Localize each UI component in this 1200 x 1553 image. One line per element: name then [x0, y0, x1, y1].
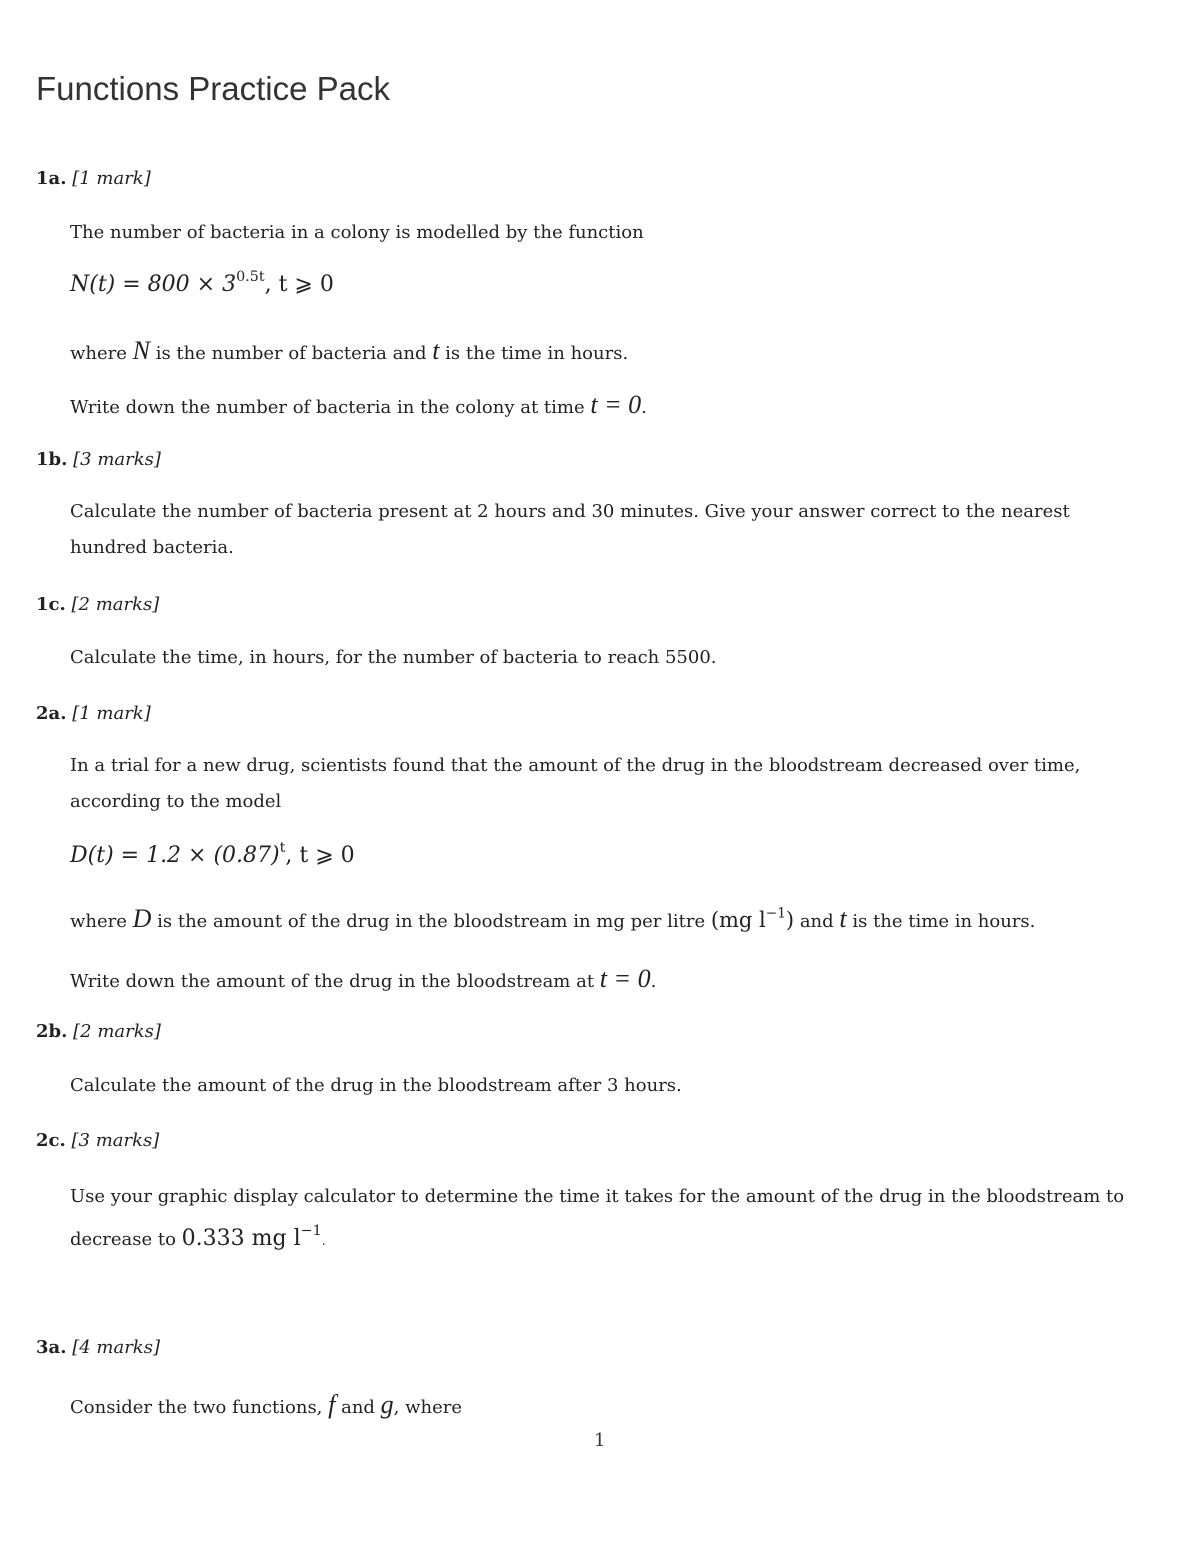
text-span: and	[794, 911, 840, 932]
text-span: Consider the two functions,	[70, 1397, 329, 1418]
text-span: where	[70, 911, 133, 932]
formula-exponent: 0.5t	[236, 269, 265, 285]
formula-lhs: N(t) = 800 × 3	[70, 272, 237, 297]
value-base: 0.333 mg l	[181, 1226, 301, 1251]
question-text: In a trial for a new drug, scientists found that the amount of the drug in the bloodstream decreased over time, according to the model	[70, 755, 1081, 812]
question-definition	[70, 336, 628, 366]
question-marks: [4 marks]	[72, 1337, 160, 1358]
question-header-2a	[36, 703, 151, 724]
question-header-2c	[36, 1130, 159, 1151]
question-task	[70, 964, 656, 994]
question-marks: [2 marks]	[71, 594, 160, 615]
math-var-t: t	[839, 904, 847, 933]
text-span: and	[335, 1397, 381, 1418]
text-span: .	[641, 397, 647, 418]
text-span: Write down the number of bacteria in the colony at time	[70, 397, 591, 418]
question-header-1a	[36, 168, 151, 189]
unit-close: )	[785, 908, 795, 932]
text-span: is the time in hours.	[846, 911, 1036, 932]
math-var-N: N	[132, 336, 150, 365]
question-text	[70, 1390, 462, 1420]
page-number: 1	[594, 1430, 606, 1451]
question-text: Calculate the amount of the drug in the bloodstream after 3 hours.	[70, 1075, 682, 1096]
question-text: Calculate the number of bacteria present at 2 hours and 30 minutes. Give your answer correct to the nearest hundred bacteria.	[70, 501, 1070, 558]
unit-exponent: −1	[765, 905, 786, 922]
question-marks: [3 marks]	[71, 1130, 160, 1151]
formula-lhs: D(t) = 1.2 × (0.87)	[70, 843, 280, 868]
question-text	[70, 1176, 1150, 1262]
formula-bacteria	[70, 269, 334, 297]
math-var-D: D	[132, 904, 152, 933]
page-title: Functions Practice Pack	[36, 70, 390, 107]
text-span: Use your graphic display calculator to determine the time it takes for the amount of the drug in the bloodstream to decrease to	[70, 1186, 1125, 1250]
question-number: 1a.	[36, 168, 67, 189]
math-value	[181, 1223, 322, 1251]
question-header-2b	[36, 1021, 161, 1042]
text-span: .	[321, 1234, 326, 1248]
question-number: 2b.	[36, 1021, 68, 1042]
question-header-1b	[36, 449, 161, 470]
math-expression: t = 0	[590, 390, 642, 419]
question-text: Calculate the time, in hours, for the number of bacteria to reach 5500.	[70, 647, 717, 668]
question-text: The number of bacteria in a colony is modelled by the function	[70, 222, 644, 243]
formula-exponent: t	[279, 840, 286, 856]
formula-drug	[70, 840, 355, 868]
question-header-1c	[36, 594, 159, 615]
question-definition	[70, 904, 1035, 934]
text-span: is the number of bacteria and	[149, 343, 433, 364]
math-unit	[710, 905, 795, 932]
question-number: 1c.	[36, 594, 66, 615]
value-exponent: −1	[300, 1223, 322, 1239]
question-task	[70, 390, 647, 420]
question-marks: [1 mark]	[72, 703, 151, 724]
question-number: 2c.	[36, 1130, 66, 1151]
text-span: is the time in hours.	[439, 343, 629, 364]
question-number: 3a.	[36, 1337, 67, 1358]
math-var-f: f	[328, 1390, 336, 1419]
question-number: 2a.	[36, 703, 67, 724]
unit-base: (mg l	[710, 908, 766, 932]
math-var-t: t	[432, 336, 440, 365]
question-marks: [2 marks]	[73, 1021, 161, 1042]
text-span: , where	[393, 1397, 463, 1418]
text-span: Write down the amount of the drug in the bloodstream at	[70, 971, 600, 992]
formula-domain: , t ⩾ 0	[285, 843, 355, 868]
math-var-g: g	[380, 1390, 394, 1419]
math-expression: t = 0	[599, 964, 651, 993]
question-marks: [3 marks]	[73, 449, 161, 470]
text-span: where	[70, 343, 133, 364]
text-span: .	[650, 971, 657, 992]
question-header-3a	[36, 1337, 160, 1358]
question-marks: [1 mark]	[72, 168, 151, 189]
formula-domain: , t ⩾ 0	[264, 272, 334, 297]
text-span: is the amount of the drug in the bloodstream in mg per litre	[151, 911, 711, 932]
question-number: 1b.	[36, 449, 68, 470]
